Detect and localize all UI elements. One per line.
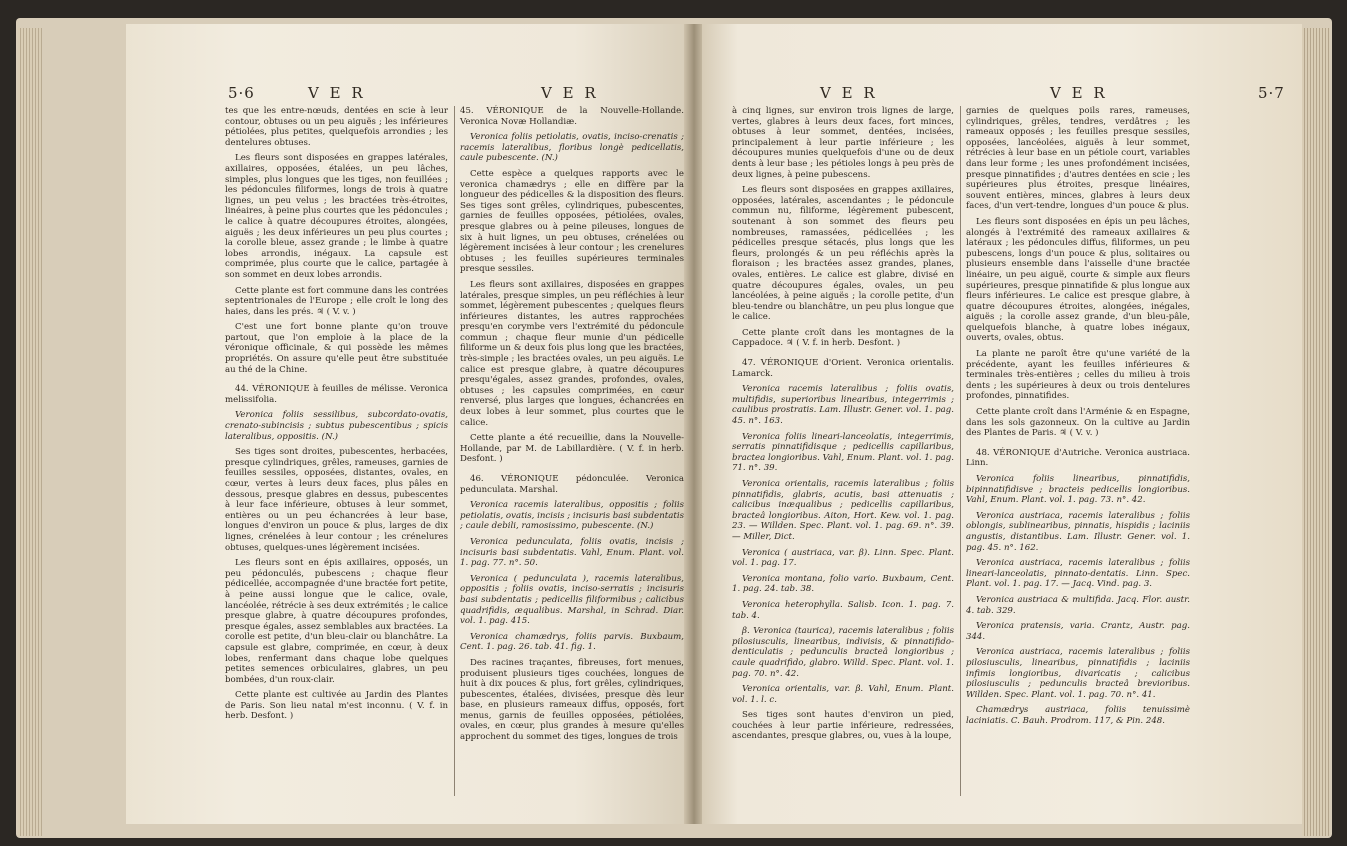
synonym: Veronica orientalis, var. β. Vahl, Enum. Plant. vol. 1. l. c. [732,684,954,705]
paragraph: Les fleurs sont en épis axillaires, opposés, un peu pédonculés, pubescens ; chaque fleur pédicellée, accompagnée d'une bractée fort petite, à peine aussi longue que le calice, ovale, lancéolée, rétrécie à ses deux extrémités ; le calice presque glabre, à quatre découpures profondes, presque égales, assez semblables aux bractées. La corolle est petite, d'un bleu-clair ou blanchâtre. La capsule est glabre, comprimée, en cœur, à deux lobes, renfermant dans chaque lobe quelques petites semences orbiculaires, glabres, un peu bombées, d'un roux-clair. [225,558,448,685]
synonym: Chamædrys austriaca, foliis tenuissimè laciniatis. C. Bauh. Prodrom. 117, & Pin. 248. [966,705,1190,726]
synonym: Veronica ( pedunculata ), racemis lateralibus, oppositis ; foliis ovatis, inciso-serratis ; incisuris basi subdentatis ; pedicellis filiformibus ; calicibus quadrifidis, æqualibus. Marshal, in Schrad. Diar. vol. 1. pag. 415. [460,573,684,627]
paragraph: Cette plante est fort commune dans les contrées septentrionales de l'Europe ; elle croît le long des haies, dans les prés. ♃ ( V. v. ) [225,285,448,317]
latin-diagnosis: Veronica foliis sessilibus, subcordato-ovatis, crenato-subincisis ; subtus pubescentibus ; spicis lateralibus, oppositis. (N.) [225,410,448,442]
paragraph: Ses tiges sont droites, pubescentes, herbacées, presque cylindriques, grêles, rameuses, garnies de feuilles sessiles, opposées, distantes, ovales, en cœur, vertes à leurs deux faces, plus pâles en dessous, presque glabres en dessus, pubescentes à leur face inférieure, obtuses à leur sommet, entières ou un peu échancrées à leur base, longues d'environ un pouce & plus, larges de dix lignes, crénelées à leur contour ; les crénelures obtuses, quelques-unes légèrement incisées. [225,447,448,553]
paragraph: tes que les entre-nœuds, dentées en scie à leur contour, obtuses ou un peu aiguës ; les inférieures pétiolées, plus petites, quelquefois arrondies ; les dentelures obtuses. [225,106,448,148]
paragraph: Les fleurs sont disposées en grappes axillaires, opposées, latérales, ascendantes ; le pédoncule commun nu, filiforme, légèrement pubescent, soutenant à son sommet des fleurs peu nombreuses, ramassées, pédicellées ; les pédicelles presque sétacés, plus longs que les fleurs, prolongés & un peu réfléchis après la floraison ; les bractées assez grandes, planes, ovales, entières. Le calice est glabre, divisé en quatre découpures égales, ovales, un peu lancéolées, à peine aiguës ; la corolle petite, d'un bleu-tendre ou blanchâtre, un peu plus longue que le calice. [732,185,954,323]
synonym: Veronica heterophylla. Salisb. Icon. 1. pag. 7. tab. 4. [732,599,954,621]
page-edges-right [1302,28,1330,836]
entry-heading: 45. VÉRONIQUE de la Nouvelle-Hollande. Veronica Novæ Hollandiæ. [460,106,684,127]
left-running-head-2: V E R [541,84,599,102]
paragraph: Cette espèce a quelques rapports avec le veronica chamædrys ; elle en diffère par la longueur des pédicelles & la disposition des fleurs. Ses tiges sont grêles, cylindriques, pubescentes, garnies de feuilles opposées, pétiolées, ovales, presque glabres ou à peine pileuses, longues de six à huit lignes, un peu obtuses, crénelées ou légèrement incisées à leur contour ; les crenelures obtuses ; les feuilles supérieures terminales presque sessiles. [460,168,684,275]
synonym: Veronica montana, folio vario. Buxbaum, Cent. 1. pag. 24. tab. 38. [732,573,954,595]
paragraph: Les fleurs sont axillaires, disposées en grappes latérales, presque simples, un peu réfléchies à leur sommet, légèrement pubescentes ; quelques fleurs inférieures distantes, les autres rapprochées presqu'en corymbe vers l'extrémité du pédoncule commun ; chaque fleur munie d'un pédicelle filiforme un & deux fois plus long que les bractées, très-simple ; les bractées ovales, un peu aiguës. Le calice est presque glabre, à quatre découpures presqu'égales, assez grandes, profondes, ovales, obtuses ; les capsules comprimées, en cœur renversé, plus larges que longues, échancrées en deux lobes à leur sommet, plus courtes que le calice. [460,279,684,428]
column-rule [454,106,455,796]
latin-diagnosis: Veronica foliis linearibus, pinnatifidis, bipinnatifidisve ; bracteis pedicellis longioribus. Vahl, Enum. Plant. vol. 1. pag. 73. n°. 42. [966,474,1190,506]
right-column-1 [732,106,954,747]
column-rule [960,106,961,796]
synonym: Veronica pedunculata, foliis ovatis, incisis ; incisuris basi subdentatis. Vahl, Enum. Plant. vol. 1. pag. 77. n°. 50. [460,536,684,569]
synonym: Veronica chamædrys, foliis parvis. Buxbaum, Cent. 1. pag. 26. tab. 41. fig. 1. [460,631,684,653]
entry-heading: 48. VÉRONIQUE d'Autriche. Veronica austriaca. Linn. [966,447,1190,469]
paragraph: Les fleurs sont disposées en épis un peu lâches, alongés à l'extrémité des rameaux axillaires & latéraux ; les pédoncules diffus, filiformes, un peu pubescens, longs d'un pouce & plus, solitaires ou plusieurs ensemble dans l'aisselle d'une bractée linéaire, un peu aiguë, courte & simple aux fleurs supérieures, presque pinnatifide & plus longue aux fleurs inférieures. Le calice est presque glabre, à quatre découpures étroites, alongées, inégales, aiguës ; la corolle assez grande, d'un bleu-pâle, quelquefois blanche, à quatre lobes inégaux, ouverts, ovales, obtus. [966,216,1190,344]
right-page [702,24,1302,824]
right-column-2 [966,106,1190,731]
page-edges-left [18,28,42,836]
paragraph: Cette plante croît dans l'Arménie & en Espagne, dans les sols gazonneux. On la cultive au Jardin des Plantes de Paris. ♃ ( V. v. ) [966,407,1190,439]
latin-diagnosis: Veronica racemis lateralibus ; foliis ovatis, multifidis, superioribus linearibus, integerrimis ; caulibus prostratis. Lam. Illustr. Gener. vol. 1. pag. 45. n°. 163. [732,384,954,427]
synonym: Veronica ( austriaca, var. β). Linn. Spec. Plant. vol. 1. pag. 17. [732,547,954,569]
synonym: Veronica austriaca, racemis lateralibus ; foliis pilosiusculis, linearibus, pinnatifidis ; laciniis infimis longioribus, divaricatis ; calicibus pilosiusculis ; pedunculis bracteâ brevioribus. Willden. Spec. Plant. vol. 1. pag. 70. n°. 41. [966,647,1190,700]
entry-heading: 46. VÉRONIQUE pédonculée. Veronica pedunculata. Marshal. [460,474,684,495]
synonym: Veronica pratensis, varia. Crantz, Austr. pag. 344. [966,621,1190,642]
entry-heading: 44. VÉRONIQUE à feuilles de mélisse. Veronica melissifolia. [225,384,448,405]
right-running-head-1: V E R [820,84,878,102]
paragraph: à cinq lignes, sur environ trois lignes de large, vertes, glabres à leurs deux faces, fort minces, obtuses à leur sommet, dentées, incisées, principalement à leur partie inférieure ; les découpures munies quelquefois d'une ou de deux dents à leur base ; les pétioles longs à peu près de deux lignes, à peine pubescens. [732,106,954,180]
left-page-number: 5·6 [228,84,255,102]
paragraph: Des racines traçantes, fibreuses, fort menues, produisent plusieurs tiges couchées, longues de huit à dix pouces & plus, fort grêles, cylindriques, pubescentes, étalées, divisées, presque dès leur base, en plusieurs rameaux diffus, opposés, fort menus, garnis de feuilles opposées, pétiolées, ovales, en cœur, plus grandes à mesure qu'elles approchent du sommet des tiges, longues de trois [460,657,684,743]
paragraph: Cette plante a été recueillie, dans la Nouvelle-Hollande, par M. de Labillardière. ( V. f. in herb. Desfont. ) [460,433,684,465]
latin-diagnosis: Veronica foliis petiolatis, ovatis, inciso-crenatis ; racemis lateralibus, floribus longè pedicellatis, caule pubescente. (N.) [460,132,684,164]
paragraph: Cette plante est cultivée au Jardin des Plantes de Paris. Son lieu natal m'est inconnu. ( V. f. in herb. Desfont. ) [225,690,448,722]
synonym: Veronica austriaca, racemis lateralibus ; foliis lineari-lanceolatis, pinnato-dentatis. Linn. Spec. Plant. vol. 1. pag. 17. — Jacq. Vind. pag. 3. [966,558,1190,590]
synonym: Veronica orientalis, racemis lateralibus ; foliis pinnatifidis, glabris, acutis, basi attenuatis ; calicibus inæqualibus ; pedicellis capillaribus, bracteâ longioribus. Aiton, Hort. Kew. vol. 1. pag. 23. — Willden. Spec. Plant. vol. 1. pag. 69. n°. 39. — Miller, Dict. [732,479,954,542]
paragraph: C'est une fort bonne plante qu'on trouve partout, que l'on emploie à la place de la véronique officinale, & qui possède les mêmes propriétés. On assure qu'elle peut être substituée au thé de la Chine. [225,322,448,375]
synonym: Veronica austriaca, racemis lateralibus ; foliis oblongis, sublinearibus, pinnatis, hispidis ; laciniis angustis, distantibus. Lam. Illustr. Gener. vol. 1. pag. 45. n°. 162. [966,510,1190,553]
synonym: Veronica foliis lineari-lanceolatis, integerrimis, serratis pinnatifidisque ; pedicellis capillaribus, bractea longioribus. Vahl, Enum. Plant. vol. 1. pag. 71. n°. 39. [732,431,954,474]
latin-diagnosis: Veronica racemis lateralibus, oppositis ; foliis petiolatis, ovatis, incisis ; incisuris basi subdentatis ; caule debili, ramosissimo, pubescente. (N.) [460,500,684,532]
paragraph: La plante ne paroît être qu'une variété de la précédente, ayant les feuilles inférieures & terminales très-entières ; celles du milieu à trois dents ; les supérieures à deux ou trois dentelures profondes, pinnatifides. [966,349,1190,402]
synonym: Veronica austriaca & multifida. Jacq. Flor. austr. 4. tab. 329. [966,594,1190,616]
synonym: β. Veronica (taurica), racemis lateralibus ; foliis pilosiusculis, linearibus, indivisis, & pinnatifido-denticulatis ; pedunculis bracteâ longioribus ; caule quadrifido, glabro. Willd. Spec. Plant. vol. 1. pag. 70. n°. 42. [732,626,954,679]
left-column-2 [460,106,684,748]
paragraph: garnies de quelques poils rares, rameuses, cylindriques, grêles, tendres, verdâtres ; les rameaux opposés ; les feuilles presque sessiles, opposées, lancéolées, aiguës à leur sommet, rétrécies à leur base en un pétiole court, variables dans leur forme ; les unes profondément incisées, presque pinnatifides ; d'autres dentées en scie ; les supérieures plus étroites, presque linéaires, souvent entières, minces, glabres à leurs deux faces, d'un vert-tendre, longues d'un pouce & plus. [966,106,1190,212]
entry-heading: 47. VÉRONIQUE d'Orient. Veronica orientalis. Lamarck. [732,358,954,379]
left-page [126,24,686,824]
left-column-1 [225,106,448,727]
paragraph: Cette plante croît dans les montagnes de la Cappadoce. ♃ ( V. f. in herb. Desfont. ) [732,327,954,349]
paragraph: Ses tiges sont hautes d'environ un pied, couchées à leur partie inférieure, redressées, ascendantes, presque glabres, ou, vues à la loupe, [732,710,954,742]
paragraph: Les fleurs sont disposées en grappes latérales, axillaires, opposées, étalées, un peu lâches, simples, plus longues que les tiges, non feuillées ; les pédoncules filiformes, longs de trois à quatre lignes, un peu velus ; les bractées très-étroites, linéaires, à peine plus courtes que les pédoncules ; le calice à quatre découpures étroites, alongées, aiguës ; les deux inférieures un peu plus courtes ; la corolle bleue, assez grande ; le limbe à quatre lobes arrondis, inégaux. La capsule est comprimée, plus courte que le calice, partagée à son sommet en deux lobes arrondis. [225,153,448,280]
left-running-head-1: V E R [308,84,366,102]
right-running-head-2: V E R [1050,84,1108,102]
book-gutter [684,24,704,824]
right-page-number: 5·7 [1258,84,1285,102]
